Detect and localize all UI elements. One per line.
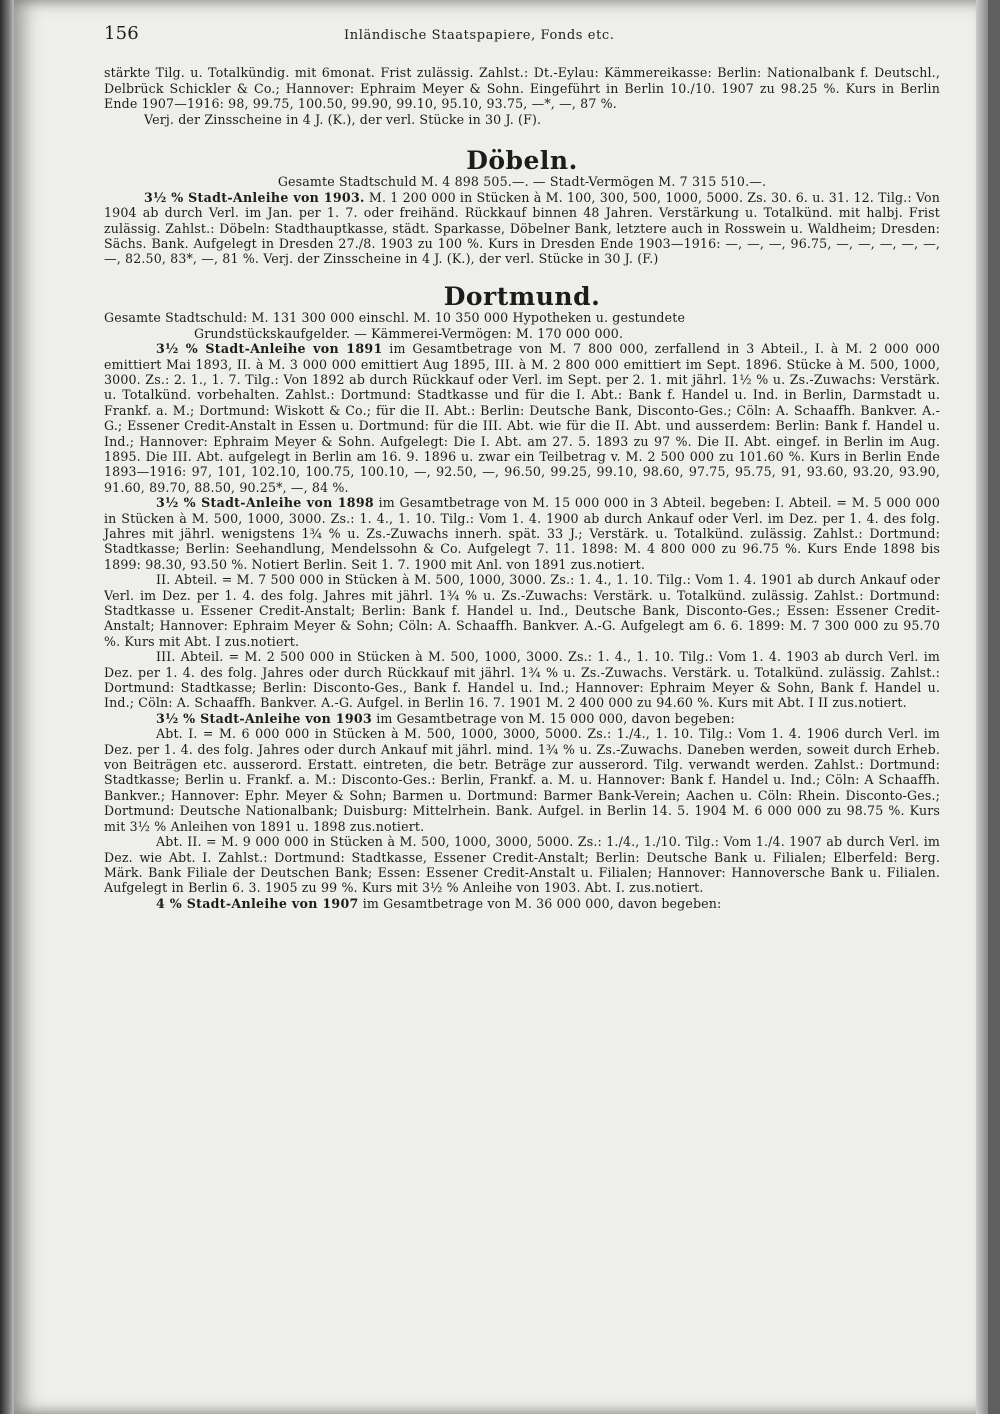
dortmund-bond-1907 (104, 896, 940, 911)
dortmund-bond-1891 (104, 341, 940, 495)
dortmund-summary (104, 310, 940, 341)
summary-line-2: Grundstückskaufgelder. — Kämmerei-Vermögen: M. 170 000 000. (194, 325, 624, 341)
bond-title: 4 % Stadt-Anleihe von 1907 (156, 895, 359, 911)
doebeln-summary: Gesamte Stadtschuld M. 4 898 505.—. — Stadt-Vermögen M. 7 315 510.—. (277, 174, 767, 190)
city-heading-doebeln: Döbeln. (466, 146, 578, 176)
summary-line-1: Gesamte Stadtschuld: M. 131 300 000 einschl. M. 10 350 000 Hypotheken u. gestundete (104, 310, 686, 326)
bond-text: im Gesamtbetrage von M. 15 000 000 in 3 Abteil. begeben: I. Abteil. = M. 5 000 000 in Stücken à M. 500, 1000, 3000. Zs.: 1. 4., 1. 10. Tilg.: Vom 1. 4. 1900 ab durch Ankauf oder Verl. im Dez. per 1. 4. des folg. Jahres mit jährl. wenigstens 1¾ % u. Zs.-Zuwachs innerh. spät. 33 J.; Verstärk. u. Totalkünd. zulässig. Zahlst.: Dortmund: Stadtkasse; Berlin: Seehandlung, Mendelssohn & Co. Aufgelegt 7. 11. 1898: M. 4 800 000 zu 96.75 %. Kurs Ende 1898 bis 1899: 98.30, 93.50 %. Notiert Berlin. Seit 1. 7. 1900 mit Anl. von 1891 zus.notiert. (104, 495, 941, 572)
dortmund-bond-1898 (104, 495, 940, 572)
dortmund-bond-1898-abt-2: II. Abteil. = M. 7 500 000 in Stücken à M. 500, 1000, 3000. Zs.: 1. 4., 1. 10. Tilg.: Vom 1. 4. 1901 ab durch Ankauf oder Verl. im Dez. per 1. 4. des folg. Jahres mit jährl. 1¾ % u. Zs.-Zuwachs: Verstärk. u. Totalkünd. zulässig. Zahlst.: Dortmund: Stadtkasse u. Essener Credit-Anstalt; Berlin: Bank f. Handel u. Ind., Deutsche Bank, Disconto-Ges.; Essen: Essener Credit-Anstalt; Hannover: Ephraim Meyer & Sohn; Cöln: A. Schaaffh. Bankver. A.-G. Aufgelegt am 6. 6. 1899: M. 7 300 000 zu 95.70 %. Kurs mit Abt. I zus.notiert. (104, 572, 940, 649)
dortmund-bond-1903-abt-2: Abt. II. = M. 9 000 000 in Stücken à M. 500, 1000, 3000, 5000. Zs.: 1./4., 1./10. Tilg.: Vom 1./4. 1907 ab durch Verl. im Dez. wie Abt. I. Zahlst.: Dortmund: Stadtkasse, Essener Credit-Anstalt; Berlin: Deutsche Bank u. Filialen; Elberfeld: Berg. Märk. Bank Filiale der Deutschen Bank; Essen: Essener Credit-Anstalt u. Filialen; Hannover: Hannoversche Bank u. Filialen. Aufgelegt in Berlin 6. 3. 1905 zu 99 %. Kurs mit 3½ % Anleihe von 1903. Abt. I. zus.notiert. (104, 834, 940, 896)
page-header (104, 23, 940, 44)
bond-title: 3½ % Stadt-Anleihe von 1898 (156, 495, 374, 511)
page-number: 156 (104, 23, 139, 44)
intro-note: Verj. der Zinsscheine in 4 J. (K.), der verl. Stücke in 30 J. (F). (144, 111, 542, 127)
doebeln-bond-1903 (104, 190, 940, 267)
bond-text: im Gesamtbetrage von M. 15 000 000, davon begeben: (376, 710, 735, 726)
page-edge (976, 0, 988, 1414)
page-content (104, 23, 941, 911)
bond-title: 3½ % Stadt-Anleihe von 1903 (156, 710, 373, 726)
intro-paragraph: stärkte Tilg. u. Totalkündig. mit 6monat. Frist zulässig. Zahlst.: Dt.-Eylau: Kämmereikasse: Berlin: Nationalbank f. Deutschl., Delbrück Schickler & Co.; Hannover: Ephraim Meyer & Sohn. Eingeführt in Berlin 10./10. 1907 zu 98.25 %. Kurs in Berlin Ende 1907—1916: 98, 99.75, 100.50, 99.90, 99.10, 95.10, 93.75, —*, —, 87 %. (104, 65, 940, 112)
book-spine-shadow (0, 0, 14, 1414)
running-title: Inländische Staatspapiere, Fonds etc. (344, 28, 615, 43)
dortmund-bond-1903 (104, 711, 940, 726)
bond-title: 3½ % Stadt-Anleihe von 1891 (156, 341, 383, 357)
dortmund-bond-1898-abt-3: III. Abteil. = M. 2 500 000 in Stücken à M. 500, 1000, 3000. Zs.: 1. 4., 1. 10. Tilg.: Vom 1. 4. 1903 ab durch Verl. im Dez. per 1. 4. des folg. Jahres oder durch Rückkauf mit jährl. 1¾ % u. Zs.-Zuwachs. Verstärk. u. Totalkünd. zulässig. Zahlst.: Dortmund: Stadtkasse; Berlin: Disconto-Ges., Bank f. Handel u. Ind.; Hannover: Ephraim Meyer & Sohn, Bank f. Handel u. Ind.; Cöln: A. Schaaffh. Bankver. A.-G. Aufgel. in Berlin 16. 7. 1901 M. 2 400 000 zu 94.60 %. Kurs mit Abt. I II zus.notiert. (104, 649, 940, 711)
bond-text: im Gesamtbetrage von M. 7 800 000, zerfallend in 3 Abteil., I. à M. 2 000 000 emittiert Mai 1893, II. à M. 3 000 000 emittiert Aug 1895, III. à M. 2 800 000 emittiert im Sept. 1896. Stücke à M. 500, 1000, 3000. Zs.: 2. 1., 1. 7. Tilg.: Von 1892 ab durch Rückkauf oder Verl. im Sept. per 2. 1. mit jährl. 1½ % u. Zs.-Zuwachs: Verstärk. u. Totalkünd. vorbehalten. Zahlst.: Dortmund: Stadtkasse und für die I. Abt.: Bank f. Handel u. Ind. in Berlin, Darmstadt u. Frankf. a. M.; Dortmund: Wiskott & Co.; für die II. Abt.: Berlin: Deutsche Bank, Disconto-Ges.; Cöln: A. Schaaffh. Bankver. A.-G.; Essener Credit-Anstalt in Essen u. Dortmund: für die III. Abt. wie für die II. Abt. und ausserdem: Berlin: Bank f. Handel u. Ind.; Hannover: Ephraim Meyer & Sohn. Aufgelegt: Die I. Abt. am 27. 5. 1893 zu 97 %. Die II. Abt. eingef. in Berlin im Aug. 1895. Die III. Abt. aufgelegt in Berlin am 16. 9. 1896 u. zwar ein Teilbetrag v. M. 2 500 000 zu 101.60 %. Kurs in Berlin Ende 1893—1916: 97, 101, 102.10, 100.75, 100.10, —, 92.50, —, 96.50, 99.25, 99.10, 98.60, 97.75, 95.75, 91, 93.60, 93.20, 93.90, 91.60, 89.70, 88.50, 90.25*, —, 84 %. (104, 341, 941, 495)
city-heading-dortmund: Dortmund. (443, 281, 601, 311)
dortmund-bond-1903-abt-1: Abt. I. = M. 6 000 000 in Stücken à M. 500, 1000, 3000, 5000. Zs.: 1./4., 1. 10. Tilg.: Vom 1. 4. 1906 durch Verl. im Dez. per 1. 4. des folg. Jahres oder durch Ankauf mit jährl. mind. 1¾ % u. Zs.-Zuwachs. Daneben werden, soweit durch Erheb. von Beiträgen etc. ausserord. Erstatt. eintreten, die betr. Beträge zur ausserord. Tilg. verwandt werden. Zahlst.: Dortmund: Stadtkasse; Berlin u. Frankf. a. M.: Disconto-Ges.: Berlin, Frankf. a. M. u. Hannover: Bank f. Handel u. Ind.; Cöln: A Schaaffh. Bankver.; Hannover: Ephr. Meyer & Sohn; Barmen u. Dortmund: Barmer Bank-Verein; Aachen u. Cöln: Rhein. Disconto-Ges.; Dortmund: Deutsche Nationalbank; Duisburg: Mittelrhein. Bank. Aufgel. in Berlin 14. 5. 1904 M. 6 000 000 zu 98.75 %. Kurs mit 3½ % Anleihen von 1891 u. 1898 zus.notiert. (104, 726, 940, 834)
bond-text: M. 1 200 000 in Stücken à M. 100, 300, 500, 1000, 5000. Zs. 30. 6. u. 31. 12. Tilg.: Von 1904 ab durch Verl. im Jan. per 1. 7. oder freihänd. Rückkauf binnen 48 Jahren. Verstärkung u. Totalkünd. mit halbj. Frist zulässig. Zahlst.: Döbeln: Stadthauptkasse, städt. Sparkasse, Döbelner Bank, letztere auch in Rosswein u. Waldheim; Dresden: Sächs. Bank. Aufgelegt in Dresden 27./8. 1903 zu 100 %. Kurs in Dresden Ende 1903—1916: —, —, —, 96.75, —, —, —, —, —, —, 82.50, 83*, —, 81 %. Verj. der Zinsscheine in 4 J. (K.), der verl. Stücke in 30 J. (F.) (104, 189, 940, 267)
bond-title: 3½ % Stadt-Anleihe von 1903. (144, 189, 365, 205)
bond-text: im Gesamtbetrage von M. 36 000 000, davon begeben: (362, 895, 722, 911)
